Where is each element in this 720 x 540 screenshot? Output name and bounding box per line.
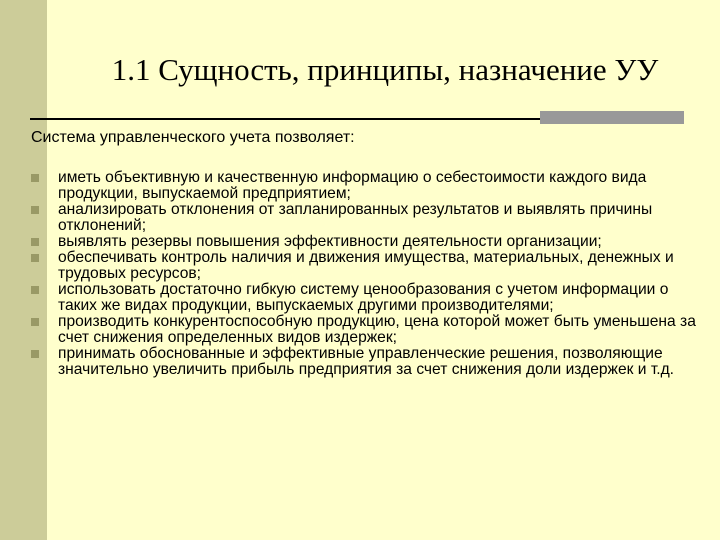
list-item <box>30 314 710 346</box>
title-underline <box>30 118 540 120</box>
title-underline-bar <box>540 111 684 124</box>
list-item-text: обеспечивать контроль наличия и движения имущества, материальных, денежных и трудовых ресурсов; <box>58 249 674 282</box>
list-item <box>30 250 710 282</box>
list-item-text: выявлять резервы повышения эффективности деятельности организации; <box>58 233 602 250</box>
list-item-text: анализировать отклонения от запланированных результатов и выявлять причины отклонений; <box>58 201 653 234</box>
list-item <box>30 346 710 378</box>
list-item-text: принимать обоснованные и эффективные управленческие решения, позволяющие значительно увеличить прибыль предприятия за счет снижения доли издержек и т.д. <box>58 345 675 378</box>
square-bullet-icon <box>31 286 39 294</box>
list-item <box>30 234 710 250</box>
square-bullet-icon <box>31 350 39 358</box>
square-bullet-icon <box>31 206 39 214</box>
list-item <box>30 202 710 234</box>
list-item-text: производить конкурентоспособную продукцию, цена которой может быть уменьшена за счет снижения определенных видов издержек; <box>58 313 696 346</box>
slide-title: 1.1 Сущность, принципы, назначение УУ <box>111 52 659 87</box>
square-bullet-icon <box>31 318 39 326</box>
square-bullet-icon <box>31 238 39 246</box>
bullet-list <box>30 170 710 378</box>
square-bullet-icon <box>31 174 39 182</box>
square-bullet-icon <box>31 254 39 262</box>
list-item-text: иметь объективную и качественную информацию о себестоимости каждого вида продукции, выпускаемой предприятием; <box>58 169 647 202</box>
list-item <box>30 282 710 314</box>
list-item <box>30 170 710 202</box>
list-item-text: использовать достаточно гибкую систему ценообразования с учетом информации о таких же видах продукции, выпускаемых другими производителями; <box>58 281 669 314</box>
intro-text: Система управленческого учета позволяет: <box>31 129 355 146</box>
